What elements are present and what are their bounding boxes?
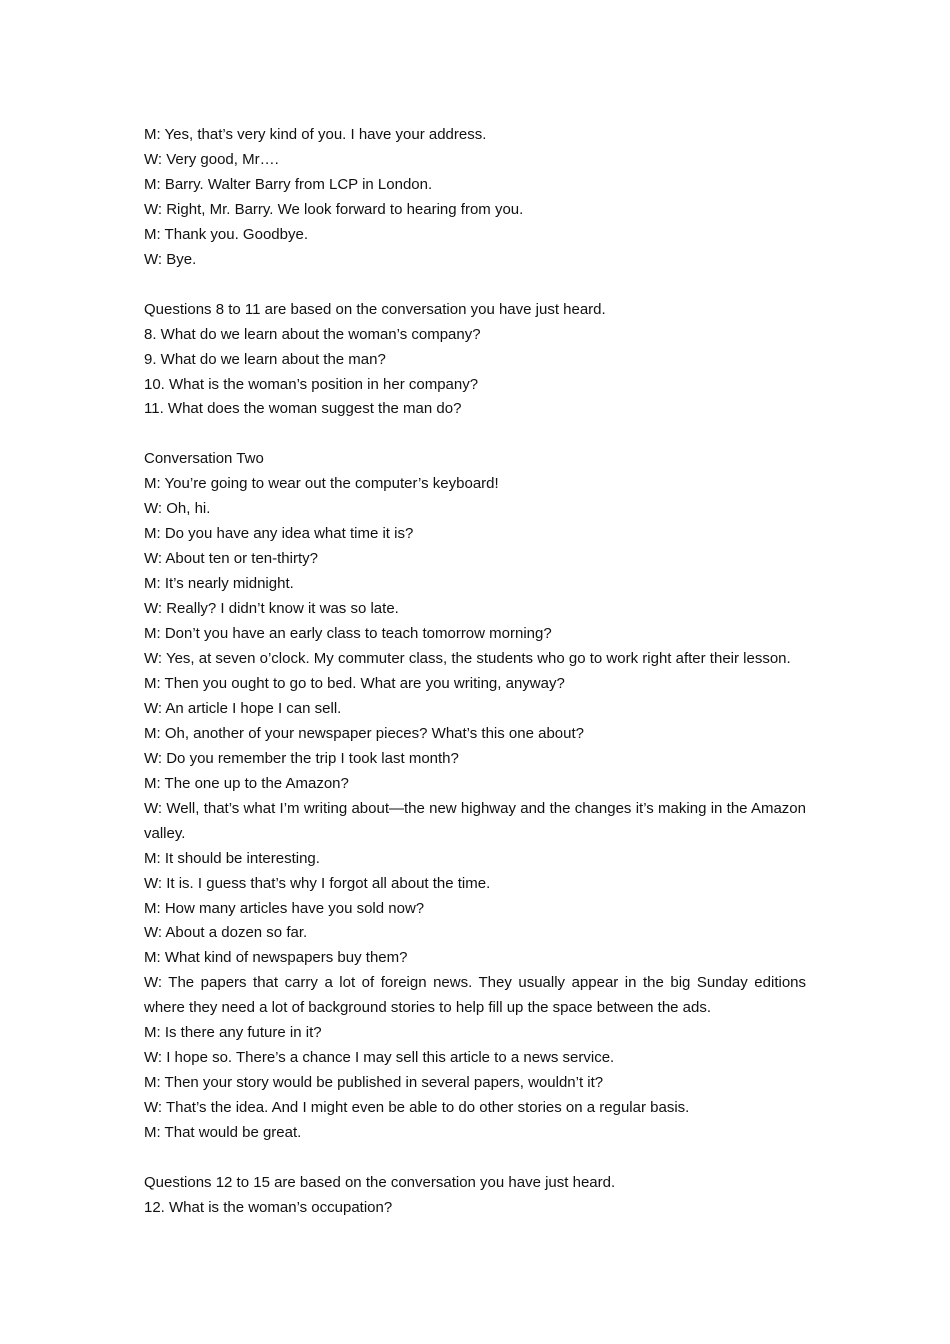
- text-line: 10. What is the woman’s position in her company?: [144, 375, 479, 393]
- text-line: Conversation Two: [144, 450, 264, 468]
- text-line: M: Oh, another of your newspaper pieces? What’s this one about?: [144, 724, 584, 742]
- blank-line: [144, 1146, 806, 1171]
- text-line: W: Yes, at seven o’clock. My commuter class, the students who go to work right after their lesson.: [144, 649, 791, 667]
- text-line: W: Really? I didn’t know it was so late.: [144, 600, 399, 618]
- text-line: M: That would be great.: [144, 1124, 302, 1142]
- text-line: M: You’re going to wear out the computer’s keyboard!: [144, 475, 499, 493]
- text-line: W: About ten or ten-thirty?: [144, 550, 318, 568]
- text-line: 8. What do we learn about the woman’s company?: [144, 325, 481, 343]
- text-line: W: Oh, hi.: [144, 500, 211, 518]
- text-line: M: What kind of newspapers buy them?: [144, 949, 408, 967]
- text-line: W: It is. I guess that’s why I forgot all about the time.: [144, 874, 491, 892]
- text-line: W: Do you remember the trip I took last month?: [144, 749, 459, 767]
- text-line: 12. What is the woman’s occupation?: [144, 1198, 393, 1216]
- text-line: M: The one up to the Amazon?: [144, 774, 349, 792]
- text-line: Questions 8 to 11 are based on the conversation you have just heard.: [144, 300, 606, 318]
- text-line: M: Barry. Walter Barry from LCP in London.: [144, 175, 433, 193]
- document-page: [144, 123, 806, 1221]
- text-line: W: Right, Mr. Barry. We look forward to hearing from you.: [144, 200, 524, 218]
- text-line: M: Then your story would be published in several papers, wouldn’t it?: [144, 1074, 604, 1092]
- text-line: M: Yes, that’s very kind of you. I have your address.: [144, 126, 487, 143]
- text-paragraph: W: Well, that’s what I’m writing about—the new highway and the changes it’s making in the Amazon valley.: [144, 799, 806, 842]
- text-line: W: That’s the idea. And I might even be able to do other stories on a regular basis.: [144, 1099, 690, 1117]
- text-line: M: Do you have any idea what time it is?: [144, 525, 414, 543]
- text-line: M: How many articles have you sold now?: [144, 899, 425, 917]
- text-line: W: An article I hope I can sell.: [144, 699, 342, 717]
- text-line: M: It should be interesting.: [144, 849, 320, 867]
- text-line: 11. What does the woman suggest the man do?: [144, 400, 462, 418]
- text-paragraph: W: The papers that carry a lot of foreign news. They usually appear in the big Sunday editions where they need a lot of background stories to help fill up the space between the ads.: [144, 974, 806, 1017]
- text-line: Questions 12 to 15 are based on the conversation you have just heard.: [144, 1173, 616, 1191]
- blank-line: [144, 273, 806, 298]
- text-line: W: I hope so. There’s a chance I may sell this article to a news service.: [144, 1049, 615, 1067]
- text-line: 9. What do we learn about the man?: [144, 350, 386, 368]
- text-line: W: Bye.: [144, 250, 197, 268]
- text-line: W: Very good, Mr….: [144, 150, 279, 168]
- text-line: M: Thank you. Goodbye.: [144, 225, 308, 243]
- text-line: W: About a dozen so far.: [144, 924, 308, 942]
- text-line: M: It’s nearly midnight.: [144, 575, 294, 593]
- blank-line: [144, 422, 806, 447]
- text-line: M: Then you ought to go to bed. What are you writing, anyway?: [144, 674, 565, 692]
- text-line: M: Is there any future in it?: [144, 1024, 322, 1042]
- text-line: M: Don’t you have an early class to teach tomorrow morning?: [144, 625, 552, 643]
